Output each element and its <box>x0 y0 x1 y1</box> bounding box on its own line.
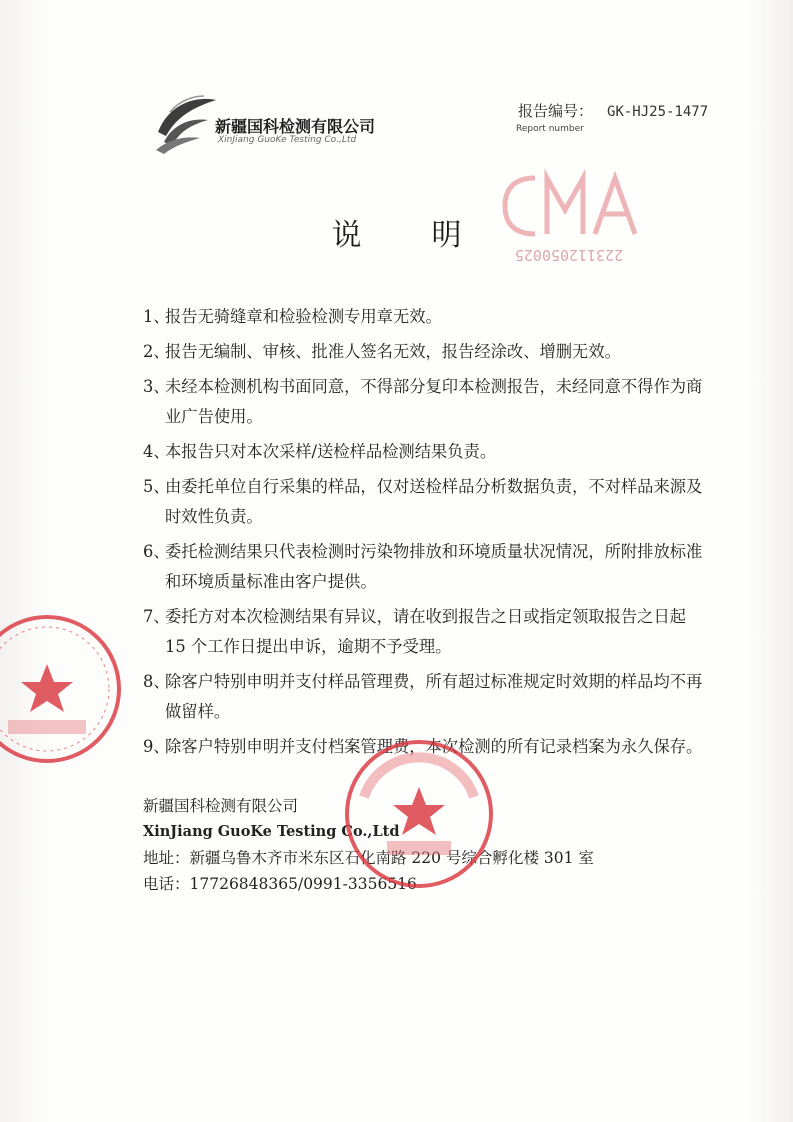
company-name-en: XinJiang GuoKe Testing Co.,Ltd <box>143 823 400 840</box>
company-address: 地址：新疆乌鲁木齐市米东区石化南路 220 号综合孵化楼 301 室 <box>143 849 594 867</box>
list-item: 7、 委托方对本次检测结果有异议，请在收到报告之日或指定领取报告之日起 15 个工作日提出申诉，逾期不予受理。 <box>143 607 687 656</box>
page-title: 说明 <box>331 218 532 253</box>
list-item: 1、 报告无骑缝章和检验检测专用章无效。 <box>143 307 442 326</box>
list-item: 3、 未经本检测机构书面同意，不得部分复印本检测报告，未经同意不得作为商业广告使用。 <box>143 377 703 426</box>
list-item: 2、 报告无编制、审核、批准人签名无效，报告经涂改、增删无效。 <box>143 342 621 361</box>
leaf-logo-icon <box>150 92 220 154</box>
notes-list <box>143 302 703 767</box>
company-phone: 电话：17726848365/0991-3356516 <box>143 875 417 893</box>
list-item: 4、 本报告只对本次采样/送检样品检测结果负责。 <box>143 442 497 461</box>
list-item: 6、 委托检测结果只代表检测时污染物排放和环境质量状况情况，所附排放标准和环境质量标准由客户提供。 <box>143 542 703 591</box>
company-seal-main <box>342 737 497 892</box>
company-name: 新疆国科检测有限公司 <box>143 797 299 815</box>
report-number-value: GK-HJ25-1477 <box>607 104 709 120</box>
company-logo <box>150 92 410 162</box>
list-item: 9、 除客户特别申明并支付档案管理费，本次检测的所有记录档案为永久保存。 <box>143 737 703 756</box>
report-number-label-en: Report number <box>516 124 584 134</box>
company-seal-left <box>0 612 125 767</box>
svg-text:223112050025: 223112050025 <box>514 246 624 264</box>
list-item: 8、 除客户特别申明并支付样品管理费，所有超过标准规定时效期的样品均不再做留样。 <box>143 672 703 721</box>
report-number <box>518 100 708 121</box>
report-number-label: 报告编号： <box>518 102 594 120</box>
logo-company-name: 新疆国科检测有限公司 <box>215 117 376 136</box>
list-item: 5、 由委托单位自行采集的样品，仅对送检样品分析数据负责，不对样品来源及时效性负责。 <box>143 477 703 526</box>
logo-company-name-en: XinJiang GuoKe Testing Co.,Ltd <box>218 135 357 145</box>
